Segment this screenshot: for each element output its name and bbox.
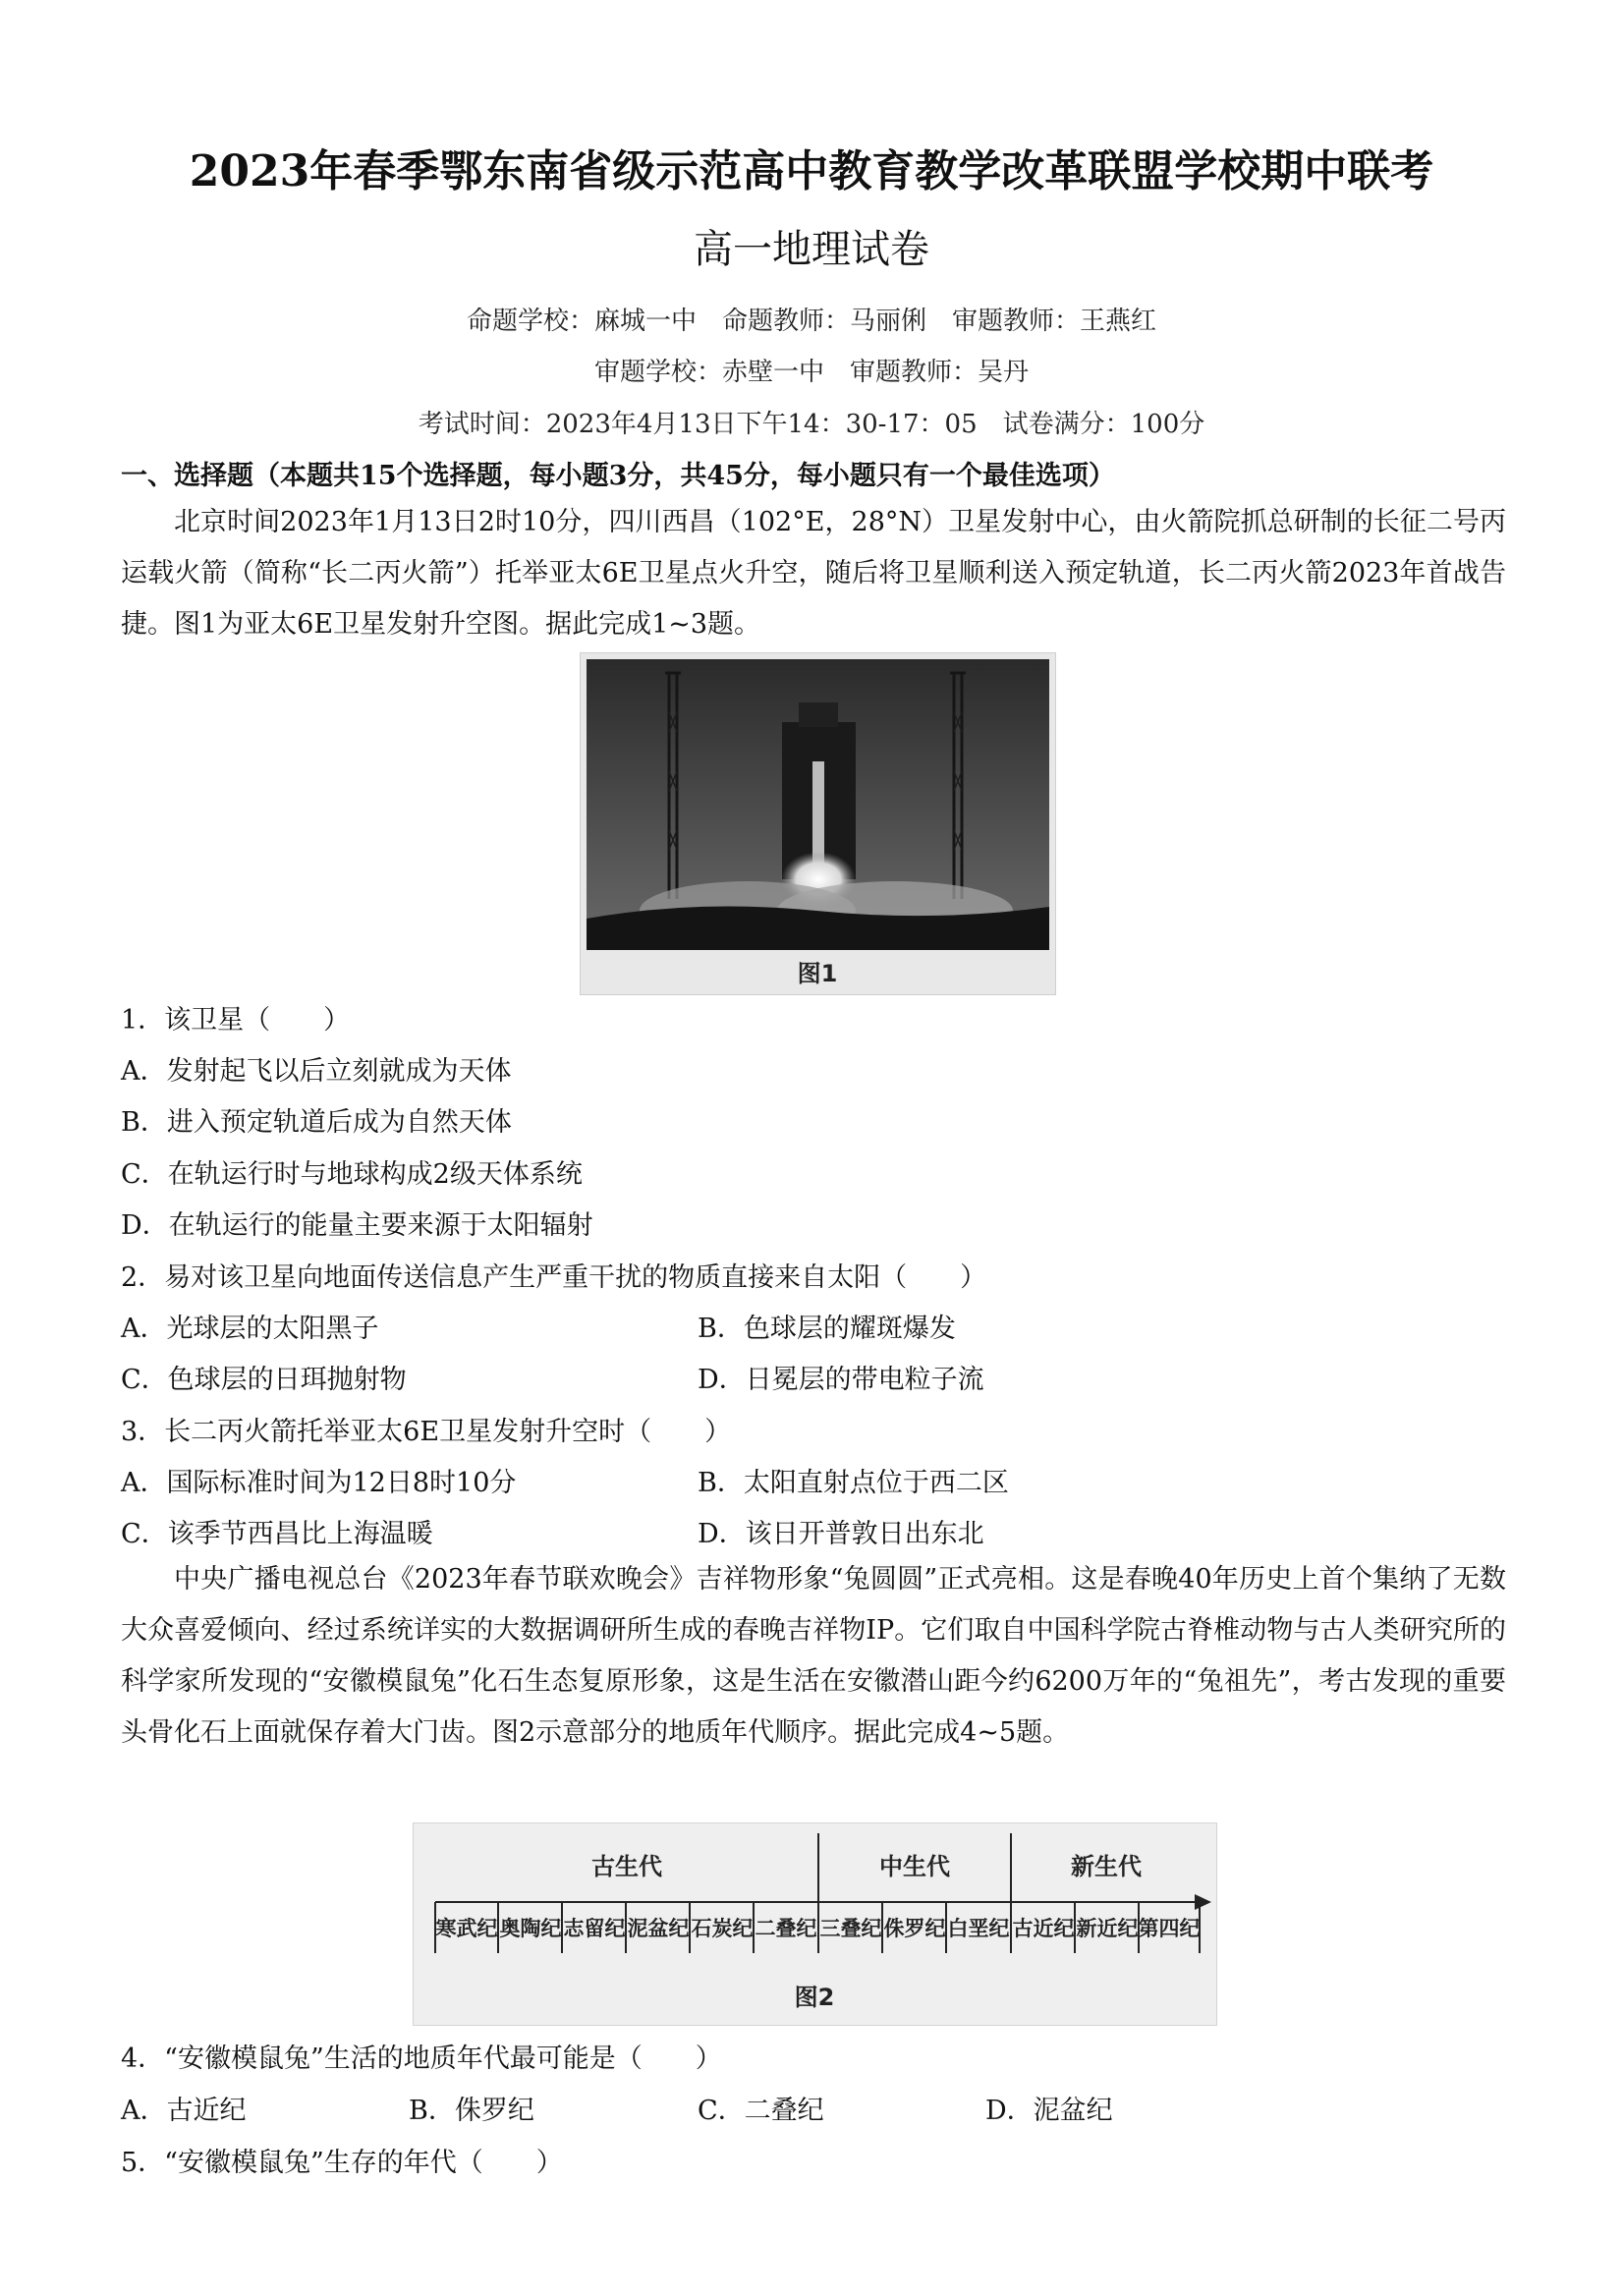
- question-1-stem: 1．该卫星（ ）: [121, 1005, 351, 1036]
- period-silurian: 志留纪: [563, 1917, 626, 1940]
- passage-2: 中央广播电视总台《2023年春节联欢晚会》吉祥物形象“兔圆圆”正式亮相。这是春晚40年历史上首个集纳了无数大众喜爱倾向、经过系统详实的大数据调研所生成的春晚吉祥物IP。它们取自中国科学院古脊椎动物与古人类研究所的科学家所发现的“安徽模鼠兔”化石生态复原形象，这是生活在安徽潜山距今约6200万年的“兔祖先”，考古发现的重要头骨化石上面就保存着大门齿。图2示意部分的地质年代顺序。据此完成4~5题。: [121, 1564, 1506, 1748]
- question-4-option-b: B．侏罗纪: [409, 2096, 534, 2126]
- era-cenozoic: 新生代: [1071, 1853, 1142, 1880]
- exam-title: 2023年春季鄂东南省级示范高中教育教学改革联盟学校期中联考: [189, 146, 1434, 196]
- exam-subtitle: 高一地理试卷: [694, 227, 929, 272]
- question-1-option-d: D．在轨运行的能量主要来源于太阳辐射: [121, 1210, 593, 1241]
- question-4-option-a: A．古近纪: [121, 2096, 247, 2126]
- era-paleozoic: 古生代: [591, 1853, 662, 1880]
- question-4-option-d: D．泥盆纪: [985, 2096, 1113, 2126]
- period-permian: 二叠纪: [755, 1917, 817, 1940]
- period-quaternary: 第四纪: [1138, 1917, 1201, 1940]
- reviewer-info: 审题学校：赤壁一中 审题教师：吴丹: [593, 358, 1029, 387]
- period-devonian: 泥盆纪: [627, 1917, 690, 1940]
- timeline-arrow-icon: [1195, 1894, 1211, 1910]
- question-2-option-c: C．色球层的日珥抛射物: [121, 1365, 407, 1395]
- rocket-launch-photo: [581, 653, 1055, 994]
- question-1-option-a: A．发射起飞以后立刻就成为天体: [121, 1056, 512, 1087]
- geologic-timeline-diagram: [414, 1823, 1216, 2025]
- exam-time-info: 考试时间：2023年4月13日下午14：30-17：05 试卷满分：100分: [418, 410, 1205, 439]
- question-1-option-b: B．进入预定轨道后成为自然天体: [121, 1107, 512, 1138]
- question-5-stem: 5．“安徽模鼠兔”生存的年代（ ）: [121, 2148, 563, 2178]
- figure-2-geologic-timeline: [413, 1822, 1217, 2026]
- question-2-option-b: B．色球层的耀斑爆发: [698, 1314, 956, 1344]
- period-ordovician: 奥陶纪: [499, 1917, 562, 1940]
- question-3-option-d: D．该日开普敦日出东北: [698, 1519, 984, 1549]
- question-4-option-c: C．二叠纪: [698, 2096, 824, 2126]
- period-neogene: 新近纪: [1076, 1917, 1139, 1940]
- period-cretaceous: 白垩纪: [947, 1917, 1010, 1940]
- figure-1-caption: 图1: [797, 960, 838, 987]
- section-heading: 一、选择题（本题共15个选择题，每小题3分，共45分，每小题只有一个最佳选项）: [121, 461, 1115, 491]
- question-3-option-b: B．太阳直射点位于西二区: [698, 1468, 1009, 1498]
- question-3-stem: 3．长二丙火箭托举亚太6E卫星发射升空时（ ）: [121, 1417, 732, 1447]
- period-paleogene: 古近纪: [1012, 1917, 1075, 1940]
- question-2-option-a: A．光球层的太阳黑子: [121, 1314, 379, 1344]
- question-3-option-c: C．该季节西昌比上海温暖: [121, 1519, 433, 1549]
- question-3-option-a: A．国际标准时间为12日8时10分: [121, 1468, 517, 1498]
- passage-1: 北京时间2023年1月13日2时10分，四川西昌（102°E，28°N）卫星发射中心，由火箭院抓总研制的长征二号丙运载火箭（简称“长二丙火箭”）托举亚太6E卫星点火升空，随后将卫星顺利送入预定轨道，长二丙火箭2023年首战告捷。图1为亚太6E卫星发射升空图。据此完成1~3题。: [121, 507, 1506, 640]
- period-triassic: 三叠纪: [819, 1917, 882, 1940]
- question-2-option-d: D．日冕层的带电粒子流: [698, 1365, 984, 1395]
- figure-2-caption: 图2: [794, 1984, 835, 2011]
- question-2-stem: 2．易对该卫星向地面传送信息产生严重干扰的物质直接来自太阳（ ）: [121, 1262, 987, 1293]
- period-cambrian: 寒武纪: [435, 1917, 498, 1940]
- figure-1-rocket-launch: [580, 652, 1056, 995]
- era-mesozoic: 中生代: [879, 1853, 950, 1880]
- period-carboniferous: 石炭纪: [691, 1917, 754, 1940]
- question-1-option-c: C．在轨运行时与地球构成2级天体系统: [121, 1159, 583, 1190]
- author-info: 命题学校：麻城一中 命题教师：马丽俐 审题教师：王燕红: [466, 307, 1156, 336]
- period-jurassic: 侏罗纪: [883, 1917, 946, 1940]
- question-4-stem: 4．“安徽模鼠兔”生活的地质年代最可能是（ ）: [121, 2044, 722, 2074]
